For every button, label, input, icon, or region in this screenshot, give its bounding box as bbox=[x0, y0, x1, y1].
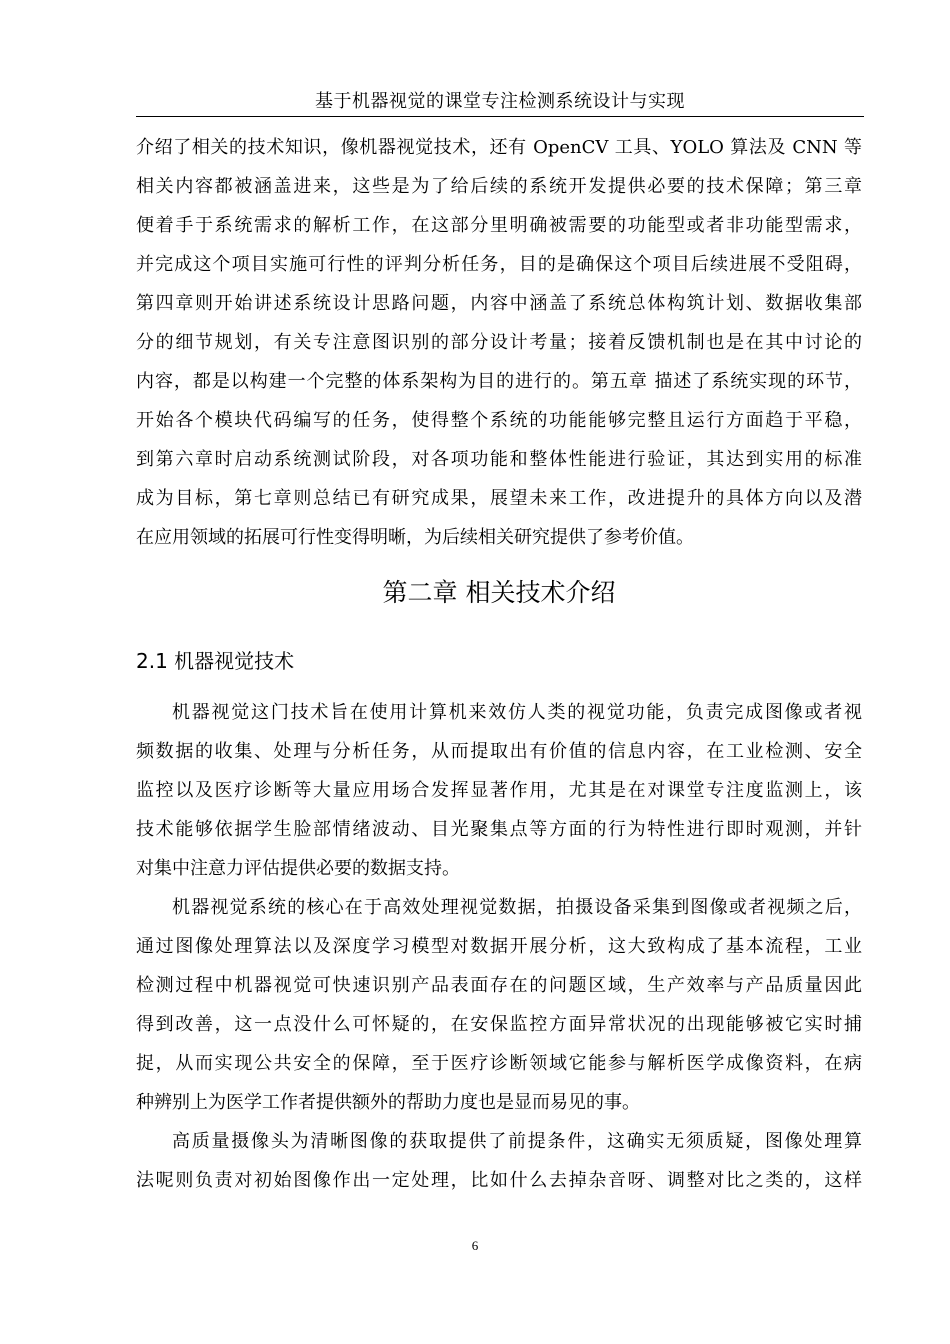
paragraph-line: 到第六章时启动系统测试阶段，对各项功能和整体性能进行验证，其达到实用的标准 bbox=[136, 449, 862, 470]
paragraph-line: 介绍了相关的技术知识，像机器视觉技术，还有 OpenCV 工具、YOLO 算法及 CNN 等 bbox=[136, 137, 862, 158]
paragraph-line: 法呢则负责对初始图像作出一定处理，比如什么去掉杂音呀、调整对比之类的，这样 bbox=[136, 1170, 862, 1191]
paragraph-line: 便着手于系统需求的解析工作，在这部分里明确被需要的功能型或者非功能型需求， bbox=[136, 215, 862, 236]
paragraph-line: 内容，都是以构建一个完整的体系架构为目的进行的。第五章 描述了系统实现的环节， bbox=[136, 371, 862, 392]
paragraph-line: 第四章则开始讲述系统设计思路问题，内容中涵盖了系统总体构筑计划、数据收集部 bbox=[136, 293, 862, 314]
paragraph-line: 检测过程中机器视觉可快速识别产品表面存在的问题区域，生产效率与产品质量因此 bbox=[136, 975, 862, 996]
paragraph-line: 在应用领域的拓展可行性变得明晰，为后续相关研究提供了参考价值。 bbox=[136, 527, 694, 548]
paragraph-line: 开始各个模块代码编写的任务，使得整个系统的功能能够完整且运行方面趋于平稳， bbox=[136, 410, 862, 431]
paragraph-line: 分的细节规划，有关专注意图识别的部分设计考量；接着反馈机制也是在其中讨论的 bbox=[136, 332, 862, 353]
paragraph-line: 对集中注意力评估提供必要的数据支持。 bbox=[136, 858, 460, 879]
page-number: 6 bbox=[471, 1238, 479, 1253]
paragraph-line: 捉，从而实现公共安全的保障，至于医疗诊断领域它能参与解析医学成像资料，在病 bbox=[136, 1053, 862, 1074]
header-rule bbox=[136, 116, 864, 117]
running-header: 基于机器视觉的课堂专注检测系统设计与实现 bbox=[315, 91, 685, 112]
paragraph-line: 频数据的收集、处理与分析任务，从而提取出有价值的信息内容，在工业检测、安全 bbox=[136, 741, 862, 762]
paragraph-line: 通过图像处理算法以及深度学习模型对数据开展分析，这大致构成了基本流程，工业 bbox=[136, 936, 862, 957]
paragraph-line: 相关内容都被涵盖进来，这些是为了给后续的系统开发提供必要的技术保障；第三章 bbox=[136, 176, 862, 197]
paragraph-line: 高质量摄像头为清晰图像的获取提供了前提条件，这确实无须质疑，图像处理算 bbox=[172, 1131, 862, 1152]
paragraph-line: 监控以及医疗诊断等大量应用场合发挥显著作用，尤其是在对课堂专注度监测上，该 bbox=[136, 780, 862, 801]
chapter-title: 第二章 相关技术介绍 bbox=[382, 578, 616, 607]
paragraph-line: 机器视觉这门技术旨在使用计算机来效仿人类的视觉功能，负责完成图像或者视 bbox=[172, 702, 862, 723]
paragraph-line: 种辨别上为医学工作者提供额外的帮助力度也是显而易见的事。 bbox=[136, 1092, 640, 1113]
paragraph-line: 得到改善，这一点没什么可怀疑的，在安保监控方面异常状况的出现能够被它实时捕 bbox=[136, 1014, 862, 1035]
paragraph-line: 机器视觉系统的核心在于高效处理视觉数据，拍摄设备采集到图像或者视频之后， bbox=[172, 897, 862, 918]
paragraph-line: 并完成这个项目实施可行性的评判分析任务，目的是确保这个项目后续进展不受阻碍， bbox=[136, 254, 862, 275]
section-title: 2.1 机器视觉技术 bbox=[136, 649, 295, 673]
paragraph-line: 技术能够依据学生脸部情绪波动、目光聚集点等方面的行为特性进行即时观测，并针 bbox=[136, 819, 862, 840]
paragraph-line: 成为目标，第七章则总结已有研究成果，展望未来工作，改进提升的具体方向以及潜 bbox=[136, 488, 862, 509]
